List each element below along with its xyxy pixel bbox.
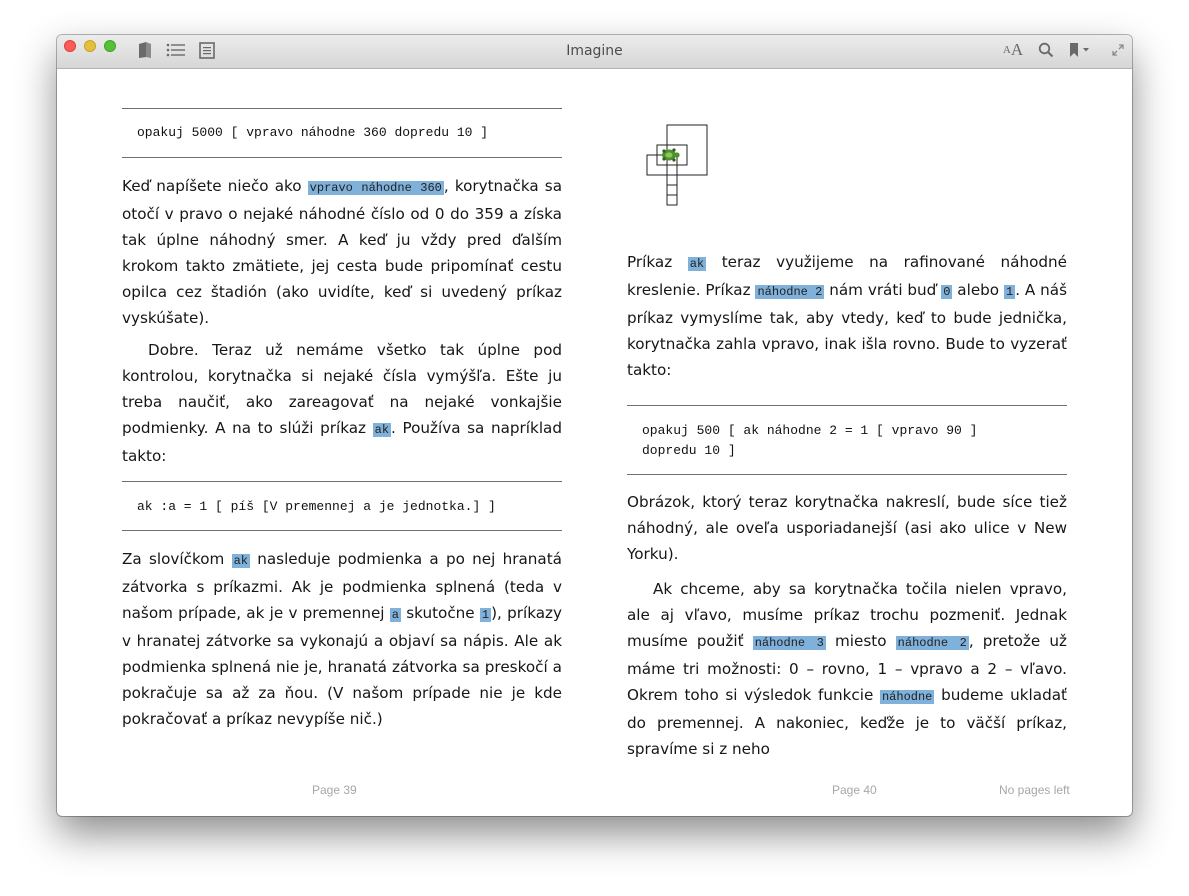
paragraph: Dobre. Teraz už nemáme všetko tak úplne pod kontrolou, korytnačka si nejaké čísla vymýšľa. Ešte ju treba naučiť, ako zareagovať na nejaké vonkajšie podmienky. A na to slúži príkaz ak . Používa sa napríklad takto: (122, 341, 562, 465)
pages-left-indicator: No pages left (999, 783, 1070, 797)
code-rule-top (122, 481, 562, 482)
code-rule-bottom (627, 474, 1067, 475)
inline-code: náhodne 2 (897, 636, 967, 650)
page-number-left: Page 39 (312, 783, 357, 797)
inline-code: ak (689, 257, 705, 271)
inline-code: náhodne 2 (757, 285, 823, 299)
window-title: Imagine (566, 43, 623, 59)
inline-code: náhodne (881, 690, 933, 704)
paragraph: Príkaz ak teraz využijeme na rafinované náhodné kreslenie. Príkaz náhodne 2 nám vráti buď 0 alebo 1 . A náš príkaz vymyslíme tak, aby vtedy, keď to bude jednička, korytnačka zahla vpravo, inak išla rovno. Bude to vyzerať takto: (627, 253, 1068, 379)
paragraph: Ak chceme, aby sa korytnačka točila nielen vpravo, ale aj vľavo, musíme príkaz trochu pozmeniť. Jednak musíme použiť náhodne 3 miesto náhodne 2 , pretože už máme tri možnosti: 0 – rovno, 1 – vpravo a 2 – vľavo. Okrem toho si výsledok funkcie náhodne budeme ukladať do premennej. A nakoniec, keďže je to väčší príkaz, spravíme si z neho (627, 580, 1067, 758)
inline-code: 0 (943, 285, 951, 299)
paragraph: Keď napíšete niečo ako vpravo náhodne 360 , korytnačka sa otočí v pravo o nejaké náhodné číslo od 0 do 359 a získa tak úplne náhodný smer. A keď ju vždy pred ďalším krokom takto zmätiete, jej cesta bude pripomínať cestu opilca cez štadión (ako uvidíte, keď si uvedený príkaz vyskúšate). (122, 177, 562, 327)
code-rule-top (627, 405, 1067, 406)
inline-code: ak (233, 554, 248, 568)
code-rule-bottom (122, 157, 562, 158)
reader-window (57, 35, 1132, 816)
inline-code: 1 (1005, 285, 1014, 299)
code-block: opakuj 5000 [ vpravo náhodne 360 dopredu 10 ] (137, 125, 489, 140)
inline-code: ak (374, 423, 390, 437)
inline-code: 1 (481, 608, 490, 622)
code-block: ak :a = 1 [ píš [V premennej a je jednotka.] ] (137, 499, 496, 514)
inline-code: vpravo náhodne 360 (309, 181, 442, 195)
code-rule-bottom (122, 530, 562, 531)
code-block: opakuj 500 [ ak náhodne 2 = 1 [ vpravo 90 ] dopredu 10 ] (642, 423, 978, 458)
inline-code: a (391, 608, 399, 622)
paragraph: Obrázok, ktorý teraz korytnačka nakreslí, bude síce tiež náhodný, ale oveľa usporiadanejší (asi ako ulice v New Yorku). (627, 493, 1067, 563)
bookmark-icon[interactable] (1067, 40, 1093, 60)
page-number-right: Page 40 (832, 783, 877, 797)
font-size-icon[interactable]: A A (1002, 40, 1024, 59)
fullscreen-icon[interactable] (1110, 40, 1126, 60)
title-bar (57, 35, 1132, 69)
code-rule-top (122, 108, 562, 109)
turtle-drawing (642, 120, 712, 210)
search-icon[interactable] (1037, 40, 1055, 60)
paragraph: Za slovíčkom ak nasleduje podmienka a po nej hranatá zátvorka s príkazmi. Ak je podmienka splnená (teda v našom prípade, ak je v premennej a skutočne 1 ), príkazy v hranatej zátvorke sa vykonajú a objaví sa nápis. Ale ak podmienka splnená nie je, hranatá zátvorka sa preskočí a pokračuje sa až za ňou. (V našom prípade nie je kde pokračovať a príkaz nevypíše nič.) (122, 550, 562, 728)
inline-code: náhodne 3 (754, 636, 824, 650)
